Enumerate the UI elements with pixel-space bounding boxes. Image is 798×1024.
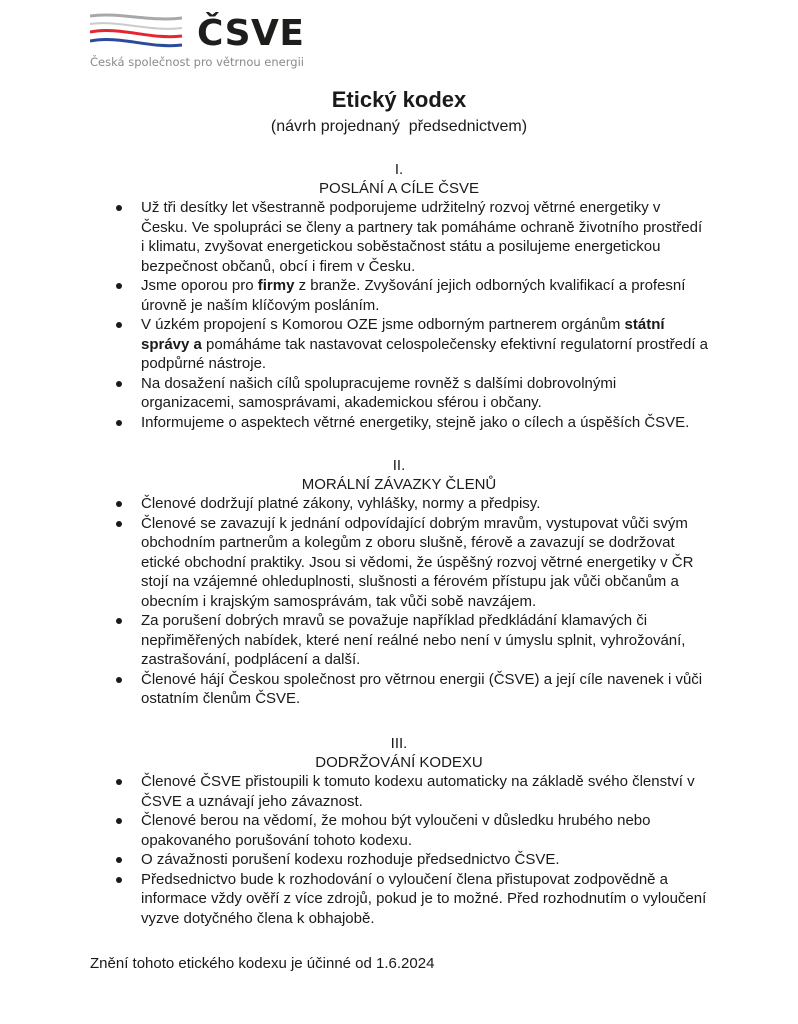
section-heading: MORÁLNÍ ZÁVAZKY ČLENŮ: [301, 476, 497, 493]
bullet-icon: [116, 283, 122, 289]
list-item: Za porušení dobrých mravů se považuje například předkládání klamavých či nepřiměřených nabídek, které není reálné nebo není v úmyslu splnit, vyhrožování, zastrašování, podplácení a další.: [0, 611, 798, 670]
section-number: III.: [390, 735, 408, 752]
bullet-icon: [116, 322, 122, 328]
bullet-icon: [116, 677, 122, 683]
wind-waves-icon: [90, 12, 190, 48]
section-heading: POSLÁNÍ A CÍLE ČSVE: [318, 180, 480, 197]
section-mission: [0, 160, 798, 432]
list-item: Předsednictvo bude k rozhodování o vyloučení člena přistupovat zodpovědně a informace vždy ověří z více zdrojů, pokud je to možné. Před rozhodnutím o vyloučení vyzve dotyčného člena k obhajobě.: [0, 870, 798, 929]
bullet-icon: [116, 779, 122, 785]
list-item: O závažnosti porušení kodexu rozhoduje předsednictvo ČSVE.: [0, 850, 798, 870]
bullet-icon: [116, 877, 122, 883]
list-item: Už tři desítky let všestranně podporujeme udržitelný rozvoj větrné energetiky v Česku. Ve spolupráci se členy a partnery tak pomáháme ochraně životního prostředí i klimatu, zvyšovat energetickou soběstačnost státu a posilujeme energetickou bezpečnost občanů, obcí i firem v Česku.: [0, 198, 798, 276]
section-code-compliance: [0, 734, 798, 928]
list-item: Členové dodržují platné zákony, vyhlášky, normy a předpisy.: [0, 494, 798, 514]
document-subtitle: (návrh projednaný předsednictvem): [270, 118, 528, 135]
bullet-icon: [116, 521, 122, 527]
list-item: Na dosažení našich cílů spolupracujeme rovněž s dalšími dobrovolnými organizacemi, samosprávami, akademickou sférou i občany.: [0, 374, 798, 413]
logo-wordmark: ČSVE: [197, 13, 305, 54]
list-item: Informujeme o aspektech větrné energetiky, stejně jako o cílech a úspěších ČSVE.: [0, 413, 798, 433]
bullet-icon: [116, 618, 122, 624]
list-item: Členové se zavazují k jednání odpovídající dobrým mravům, vystupovat vůči svým obchodním partnerům a kolegům z oboru slušně, férově a zavazují se dodržovat etické obchodní praktiky. Jsou si vědomi, že úspěšný rozvoj větrné energetiky v ČR stojí na vzájemné ohleduplnosti, slušnosti a férovém přístupu jak vůči občanům a obecním i krajským samosprávám, tak vůči sobě navzájem.: [0, 514, 798, 612]
list-item: Členové berou na vědomí, že mohou být vyloučeni v důsledku hrubého nebo opakovaného porušování tohoto kodexu.: [0, 811, 798, 850]
effective-date-note: Znění tohoto etického kodexu je účinné od 1.6.2024: [90, 955, 435, 972]
logo-tagline: Česká společnost pro větrnou energii: [90, 55, 304, 69]
bullet-icon: [116, 857, 122, 863]
section-heading: DODRŽOVÁNÍ KODEXU: [315, 754, 483, 771]
list-item: V úzkém propojení s Komorou OZE jsme odborným partnerem orgánům státní správy a pomáháme tak nastavovat celospolečensky efektivní regulatorní prostředí a podpůrné nástroje.: [0, 315, 798, 374]
section-moral-obligations: [0, 456, 798, 709]
bullet-icon: [116, 205, 122, 211]
bullet-list: [0, 772, 798, 928]
bullet-list: [0, 198, 798, 432]
bullet-list: [0, 494, 798, 709]
list-item: Členové ČSVE přistoupili k tomuto kodexu automaticky na základě svého členství v ČSVE a uznávají jeho závaznost.: [0, 772, 798, 811]
bullet-icon: [116, 381, 122, 387]
list-item: Členové hájí Českou společnost pro větrnou energii (ČSVE) a její cíle navenek i vůči ostatním členům ČSVE.: [0, 670, 798, 709]
bullet-icon: [116, 818, 122, 824]
section-number: II.: [392, 457, 406, 474]
section-number: I.: [394, 161, 404, 178]
list-item: Jsme oporou pro firmy z branže. Zvyšování jejich odborných kvalifikací a profesní úrovně je naším klíčovým posláním.: [0, 276, 798, 315]
document-title: Etický kodex: [331, 87, 467, 112]
bullet-icon: [116, 420, 122, 426]
bullet-icon: [116, 501, 122, 507]
csve-logo: [90, 8, 305, 70]
